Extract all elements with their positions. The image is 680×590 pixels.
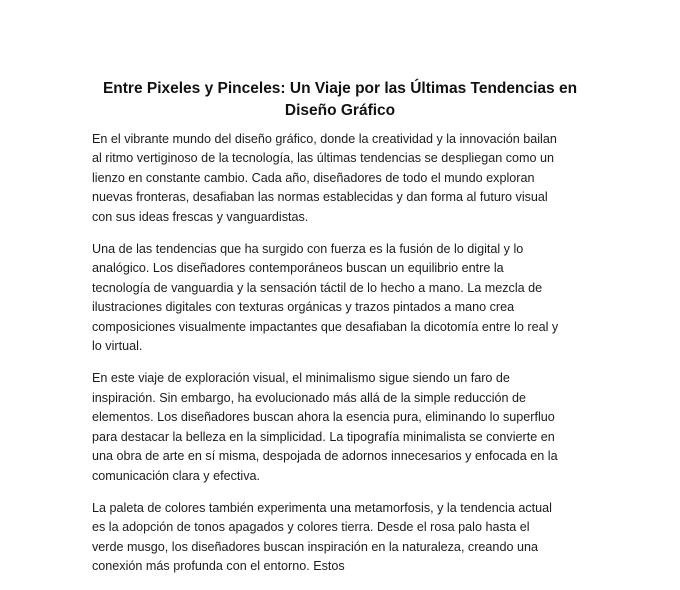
paragraph-2: Una de las tendencias que ha surgido con fuerza es la fusión de lo digital y lo analógico. Los diseñadores contemporáneos buscan un equilibrio entre la tecnología de vanguardia y la sensación táctil de lo hecho a mano. La mezcla de ilustraciones digitales con texturas orgánicas y trazos pintados a mano crea composiciones visualmente impactantes que desafiaban la dicotomía entre lo real y lo virtual. bbox=[92, 242, 559, 354]
paragraph-1: En el vibrante mundo del diseño gráfico, donde la creatividad y la innovación bailan al ritmo vertiginoso de la tecnología, las últimas tendencias se despliegan como un lienzo en constante cambio. Cada año, diseñadores de todo el mundo exploran nuevas fronteras, desafiaban las normas establecidas y dan forma al futuro visual con sus ideas frescas y vanguardistas. bbox=[92, 132, 557, 224]
document-title: Entre Pixeles y Pinceles: Un Viaje por las Últimas Tendencias en Diseño Gráfico bbox=[102, 80, 578, 119]
document-body bbox=[92, 130, 562, 590]
paragraph-3: En este viaje de exploración visual, el minimalismo sigue siendo un faro de inspiración. Sin embargo, ha evolucionado más allá de la simple reducción de elementos. Los diseñadores buscan ahora la esencia pura, eliminando lo superfluo para destacar la belleza en la simplicidad. La tipografía minimalista se convierte en una obra de arte en sí misma, despojada de adornos innecesarios y enfocada en la comunicación clara y efectiva. bbox=[92, 371, 558, 483]
paragraph-4: La paleta de colores también experimenta una metamorfosis, y la tendencia actual es la adopción de tonos apagados y colores tierra. Desde el rosa palo hasta el verde musgo, los diseñadores buscan inspiración en la naturaleza, creando una conexión más profunda con el entorno. Estos bbox=[92, 500, 552, 574]
